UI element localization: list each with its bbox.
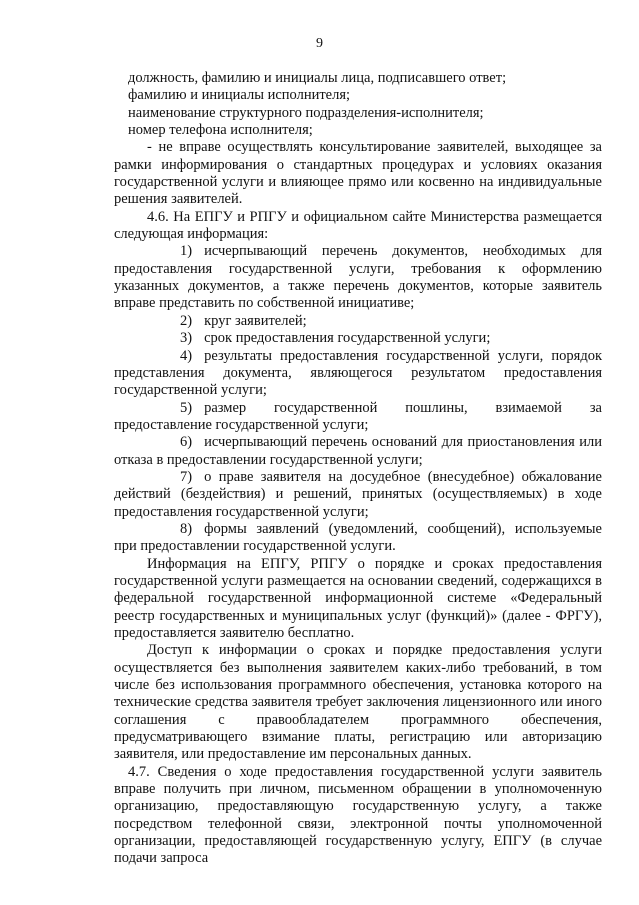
list-item-text: размер государственной пошлины, взимаемой за предоставление государственной услуги;	[114, 399, 602, 433]
list-item	[114, 243, 602, 312]
list-item-number: 1)	[180, 243, 193, 260]
list-item	[114, 434, 602, 469]
list-item-text: срок предоставления государственной услуги;	[204, 330, 491, 347]
section-heading-4-6: 4.6. На ЕПГУ и РПГУ и официальном сайте Министерства размещается следующая информация:	[114, 208, 602, 243]
list-item	[114, 521, 602, 556]
list-item	[114, 313, 602, 330]
paragraph: Информация на ЕПГУ, РПГУ о порядке и сроках предоставления государственной услуги размещается на основании сведений, содержащихся в федеральной государственной информационной системе «Федеральный реестр государственных и муниципальных услуг (функций)» (далее - ФРГУ), предоставляется заявителю бесплатно.	[114, 555, 602, 641]
list-item	[114, 469, 602, 521]
paragraph: - не вправе осуществлять консультирование заявителей, выходящее за рамки информирования о стандартных процедурах и условиях оказания государственной услуги и влияющее прямо или косвенно на индивидуальные решения заявителей.	[114, 139, 602, 208]
list-item	[114, 348, 602, 400]
paragraph: Доступ к информации о сроках и порядке предоставления услуги осуществляется без выполнения заявителем каких-либо требований, в том числе без использования программного обеспечения, установка которого на технические средства заявителя требует заключения лицензионного или иного соглашения с правообладателем программного обеспечения, предусматривающего взимание платы, регистрацию или авторизацию заявителя, или предоставление им персональных данных.	[114, 642, 602, 763]
list-item-number: 5)	[180, 399, 193, 416]
paragraph: номер телефона исполнителя;	[128, 122, 313, 139]
list-item	[114, 400, 602, 435]
list-item-number: 3)	[180, 330, 193, 347]
paragraph: фамилию и инициалы исполнителя;	[128, 87, 351, 104]
list-item-text: исчерпывающий перечень документов, необходимых для предоставления государственной услуги, требования к оформлению указанных документов, а также перечень документов, которые заявитель вправе представить по собственной инициативе;	[114, 243, 602, 312]
section-heading-4-7: 4.7. Сведения о ходе предоставления государственной услуги заявитель вправе получить при личном, письменном обращении в уполномоченную организацию, предоставляющую государственную услугу, а также посредством телефонной связи, электронной почты уполномоченной организации, предоставляющей государственную услугу, ЕПГУ (в случае подачи запроса	[114, 763, 602, 867]
list-item-text: о праве заявителя на досудебное (внесудебное) обжалование действий (бездействия) и решений, принятых (осуществляемых) в ходе предоставления государственной услуги;	[114, 468, 602, 520]
paragraph: должность, фамилию и инициалы лица, подписавшего ответ;	[128, 70, 507, 86]
list-item-number: 6)	[180, 434, 193, 451]
list-item-number: 2)	[180, 312, 193, 329]
list-item-number: 4)	[180, 347, 193, 364]
list-item-text: формы заявлений (уведомлений, сообщений), используемые при предоставлении государственной услуги.	[114, 520, 602, 555]
list-item-number: 7)	[180, 468, 193, 485]
document-body	[114, 70, 602, 868]
list-item-number: 8)	[180, 520, 193, 537]
paragraph: наименование структурного подразделения-исполнителя;	[128, 104, 484, 121]
page-number: 9	[316, 36, 323, 51]
list-item-text: результаты предоставления государственной услуги, порядок представления документа, являющегося результатом предоставления государственной услуги;	[114, 347, 602, 399]
list-item-text: исчерпывающий перечень оснований для приостановления или отказа в предоставлении государственной услуги;	[114, 434, 602, 468]
list-item	[114, 330, 602, 347]
list-item-text: круг заявителей;	[204, 312, 307, 329]
